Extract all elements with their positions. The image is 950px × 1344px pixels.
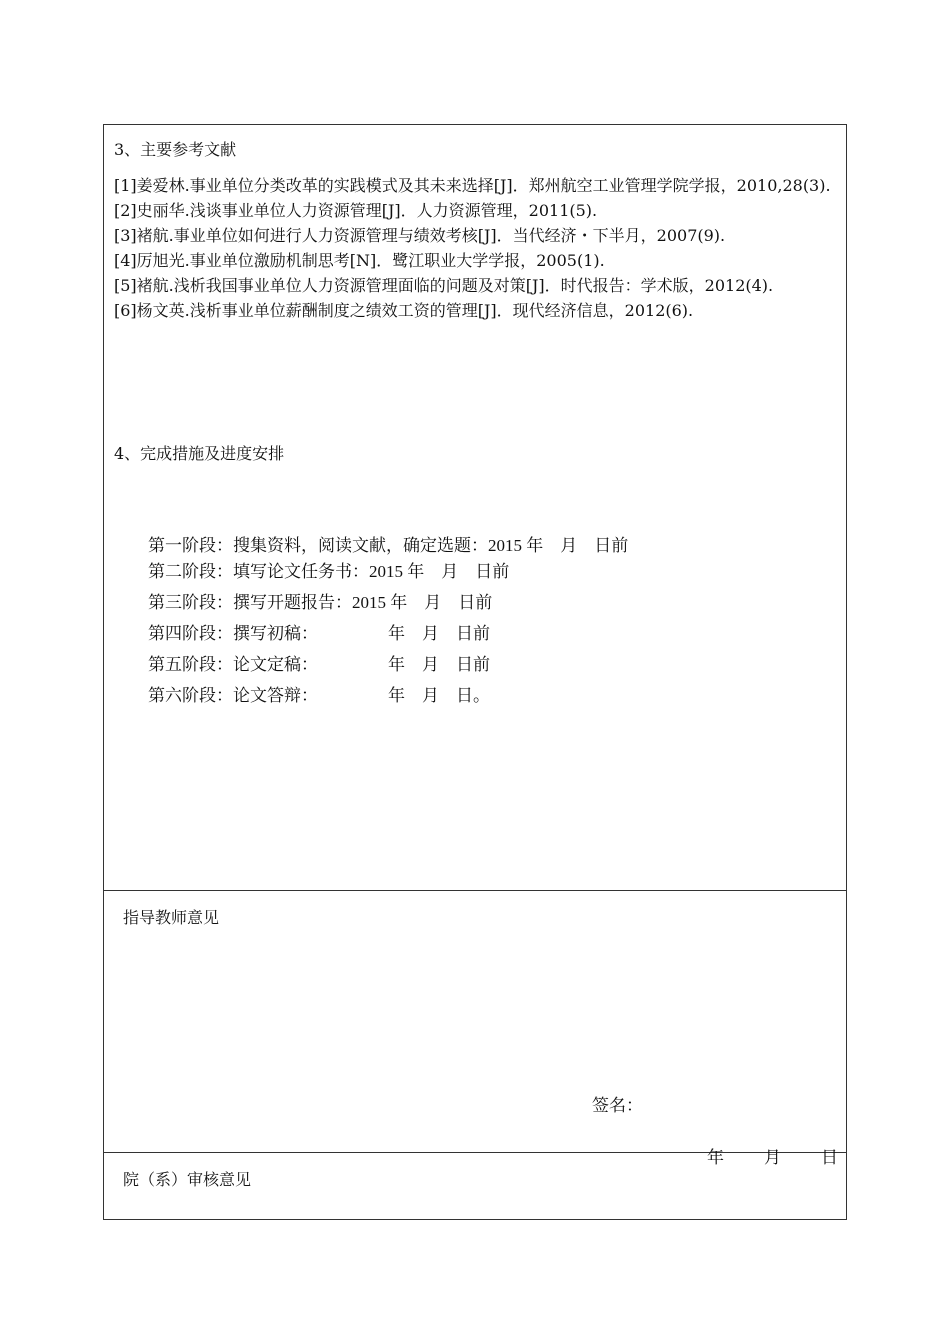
date-day: 日: [821, 1148, 838, 1168]
reference-item: [5]褚航.浅析我国事业单位人力资源管理面临的问题及对策[J]．时代报告：学术版，2012(4).: [114, 276, 774, 295]
signature-label: 签名：: [592, 1096, 643, 1116]
reference-item: [3]褚航.事业单位如何进行人力资源管理与绩效考核[J]．当代经济・下半月，2007(9).: [114, 226, 726, 245]
stage-label: 第一阶段：搜集资料，阅读文献，确定选题：: [148, 536, 488, 555]
stage-item: [114, 649, 628, 705]
stage-item: [114, 556, 628, 612]
reference-item: [4]厉旭光.事业单位激励机制思考[N]．鹭江职业大学学报，2005(1).: [114, 251, 605, 270]
stage-item: [114, 483, 629, 555]
stage-date: 2015 年 月 日前: [488, 536, 629, 555]
advisor-opinion-section: [104, 891, 846, 1168]
stage-date: 年 月 日。: [388, 686, 490, 705]
schedule-heading: 4、完成措施及进度安排: [114, 444, 285, 463]
stage-label: 第三阶段：撰写开题报告：: [148, 593, 352, 612]
references-and-schedule-section: [104, 125, 846, 891]
reference-item: [1]姜爱林.事业单位分类改革的实践模式及其未来选择[J]．郑州航空工业管理学院学报，2010,28(3).: [114, 176, 831, 195]
stage-date: 2015 年 月 日前: [369, 562, 510, 581]
reference-list: [114, 173, 842, 323]
reference-item: [6]杨文英.浅析事业单位薪酬制度之绩效工资的管理[J]．现代经济信息，2012(6).: [114, 301, 694, 320]
department-review-section: [104, 1153, 846, 1220]
stage-item: [114, 587, 628, 643]
advisor-heading: 指导教师意见: [123, 908, 220, 927]
stage-item: [114, 618, 628, 674]
stage-label: 第六阶段：论文答辩：: [148, 686, 318, 705]
department-heading: 院（系）审核意见: [123, 1170, 252, 1189]
proposal-form-table: [103, 124, 847, 1220]
stage-label: 第五阶段：论文定稿：: [148, 655, 318, 674]
stage-date: 年 月 日前: [388, 655, 490, 674]
date-year: 年: [707, 1148, 724, 1168]
schedule-list: [114, 483, 629, 705]
stage-item: [114, 525, 628, 581]
references-heading: 3、主要参考文献: [114, 140, 237, 159]
stage-date: 2015 年 月 日前: [352, 593, 493, 612]
reference-item: [2]史丽华.浅谈事业单位人力资源管理[J]．人力资源管理，2011(5).: [114, 201, 598, 220]
stage-date: 年 月 日前: [388, 624, 490, 643]
stage-label: 第四阶段：撰写初稿：: [148, 624, 318, 643]
stage-label: 第二阶段：填写论文任务书：: [148, 562, 369, 581]
date-month: 月: [764, 1148, 781, 1168]
